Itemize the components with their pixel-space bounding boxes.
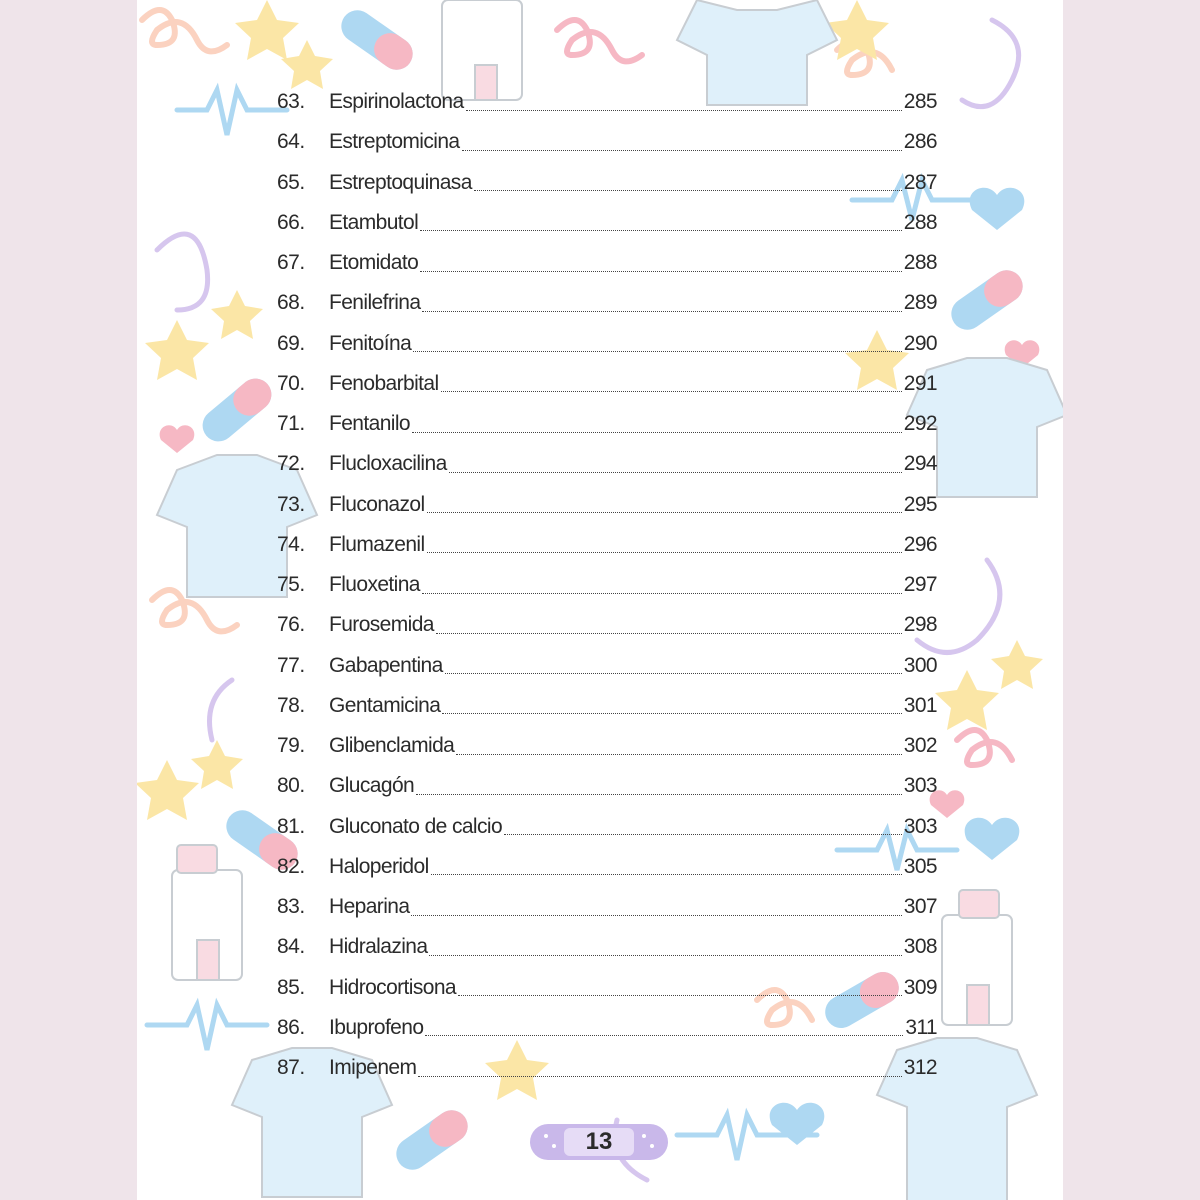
entry-page-number: 301 (903, 693, 937, 717)
toc-entry[interactable] (277, 324, 937, 364)
entry-page-number: 290 (903, 331, 937, 355)
toc-entry[interactable] (277, 807, 937, 847)
entry-page-number: 287 (903, 170, 937, 194)
entry-title: Estreptomicina (329, 130, 460, 154)
star-icon (235, 0, 299, 60)
entry-number: 74. (277, 532, 305, 556)
entry-title: Fentanilo (329, 412, 410, 436)
dot-leader (420, 214, 902, 231)
swirl-icon (957, 730, 1012, 765)
entry-title: Fluoxetina (329, 573, 420, 597)
dot-leader (436, 617, 902, 634)
heartbeat-icon (177, 90, 287, 135)
entry-number: 75. (277, 573, 305, 597)
entry-number: 68. (277, 291, 305, 315)
entry-number: 64. (277, 130, 305, 154)
dot-leader (442, 697, 901, 714)
entry-title: Hidralazina (329, 935, 428, 959)
toc-entry[interactable] (277, 887, 937, 927)
entry-page-number: 285 (903, 90, 937, 114)
entry-page-number: 303 (903, 814, 937, 838)
entry-page-number: 288 (903, 210, 937, 234)
star-icon (137, 760, 199, 820)
dot-leader (445, 657, 902, 674)
entry-title: Flucloxacilina (329, 452, 447, 476)
entry-title: Ibuprofeno (329, 1015, 424, 1039)
toc-entry[interactable] (277, 283, 937, 323)
entry-number: 85. (277, 975, 305, 999)
entry-number: 72. (277, 452, 305, 476)
pill-icon (335, 4, 419, 76)
heart-icon (965, 818, 1020, 860)
dot-leader (449, 456, 902, 473)
entry-title: Fenobarbital (329, 371, 439, 395)
table-of-contents (277, 82, 937, 1088)
dot-leader (431, 858, 902, 875)
page-number: 13 (585, 1128, 613, 1155)
star-icon (935, 670, 999, 730)
entry-number: 76. (277, 613, 305, 637)
dot-leader (458, 979, 902, 996)
entry-title: Imipenem (329, 1056, 417, 1080)
swirl-icon (557, 20, 642, 61)
entry-page-number: 292 (903, 412, 937, 436)
entry-number: 73. (277, 492, 305, 516)
entry-number: 71. (277, 412, 305, 436)
entry-title: Espirinolactona (329, 90, 464, 114)
dot-leader (411, 899, 901, 916)
entry-page-number: 303 (903, 774, 937, 798)
entry-page-number: 294 (903, 452, 937, 476)
heart-icon (770, 1103, 825, 1145)
entry-page-number: 286 (903, 130, 937, 154)
entry-number: 87. (277, 1056, 305, 1080)
toc-entry[interactable] (277, 364, 937, 404)
entry-title: Fluconazol (329, 492, 425, 516)
toc-entry[interactable] (277, 847, 937, 887)
entry-title: Heparina (329, 895, 410, 919)
entry-page-number: 288 (903, 251, 937, 275)
entry-number: 84. (277, 935, 305, 959)
toc-entry[interactable] (277, 686, 937, 726)
dot-leader (462, 134, 902, 151)
dot-leader (425, 1019, 903, 1036)
dot-leader (504, 818, 902, 835)
star-icon (991, 640, 1043, 689)
entry-title: Flumazenil (329, 532, 425, 556)
toc-entry[interactable] (277, 927, 937, 967)
dot-leader (474, 174, 902, 191)
pill-icon (196, 372, 278, 448)
toc-entry[interactable] (277, 605, 937, 645)
heartbeat-icon (147, 1005, 267, 1050)
pill-icon (945, 264, 1029, 336)
entry-number: 81. (277, 814, 305, 838)
heart-icon (160, 425, 195, 453)
toc-entry[interactable] (277, 726, 937, 766)
toc-entry[interactable] (277, 203, 937, 243)
entry-number: 67. (277, 251, 305, 275)
swirl-icon (142, 10, 227, 51)
toc-entry[interactable] (277, 565, 937, 605)
entry-page-number: 296 (903, 532, 937, 556)
entry-page-number: 309 (903, 975, 937, 999)
entry-page-number: 307 (903, 895, 937, 919)
entry-title: Furosemida (329, 613, 434, 637)
toc-entry[interactable] (277, 766, 937, 806)
dot-leader (456, 738, 901, 755)
entry-title: Gentamicina (329, 693, 441, 717)
entry-number: 65. (277, 170, 305, 194)
dot-leader (416, 778, 902, 795)
entry-page-number: 312 (903, 1056, 937, 1080)
entry-page-number: 311 (905, 1015, 937, 1039)
entry-title: Gluconato de calcio (329, 814, 503, 838)
toc-entry[interactable] (277, 82, 937, 122)
entry-number: 66. (277, 210, 305, 234)
entry-title: Glucagón (329, 774, 415, 798)
entry-number: 83. (277, 895, 305, 919)
page-number-badge (530, 1122, 668, 1162)
dot-leader (413, 335, 902, 352)
toc-entry[interactable] (277, 1008, 937, 1048)
dot-leader (429, 939, 901, 956)
toc-entry[interactable] (277, 163, 937, 203)
entry-number: 69. (277, 331, 305, 355)
entry-title: Glibenclamida (329, 734, 455, 758)
dot-leader (427, 496, 902, 513)
star-icon (211, 290, 263, 339)
entry-title: Hidrocortisona (329, 975, 456, 999)
entry-number: 78. (277, 693, 305, 717)
entry-page-number: 308 (903, 935, 937, 959)
entry-number: 63. (277, 90, 305, 114)
entry-title: Gabapentina (329, 653, 443, 677)
toc-entry[interactable] (277, 122, 937, 162)
dot-leader (422, 577, 902, 594)
toc-entry[interactable] (277, 1048, 937, 1088)
entry-title: Estreptoquinasa (329, 170, 472, 194)
toc-entry[interactable] (277, 444, 937, 484)
dot-leader (412, 416, 902, 433)
dot-leader (466, 94, 902, 111)
entry-title: Etambutol (329, 210, 419, 234)
toc-entry[interactable] (277, 646, 937, 686)
entry-page-number: 300 (903, 653, 937, 677)
toc-entry[interactable] (277, 243, 937, 283)
toc-entry[interactable] (277, 485, 937, 525)
entry-page-number: 289 (903, 291, 937, 315)
toc-entry[interactable] (277, 968, 937, 1008)
entry-page-number: 295 (903, 492, 937, 516)
entry-number: 86. (277, 1015, 305, 1039)
dot-leader (422, 295, 901, 312)
entry-page-number: 305 (903, 854, 937, 878)
entry-number: 70. (277, 371, 305, 395)
dot-leader (441, 375, 902, 392)
entry-page-number: 291 (903, 371, 937, 395)
entry-number: 79. (277, 734, 305, 758)
entry-page-number: 298 (903, 613, 937, 637)
toc-entry[interactable] (277, 404, 937, 444)
dot-leader (418, 1060, 901, 1077)
star-icon (191, 740, 243, 789)
entry-number: 82. (277, 854, 305, 878)
entry-number: 80. (277, 774, 305, 798)
dot-leader (420, 255, 902, 272)
dot-leader (427, 536, 902, 553)
star-icon (145, 320, 209, 380)
entry-title: Etomidato (329, 251, 419, 275)
pill-icon (390, 1104, 474, 1176)
entry-title: Fenitoína (329, 331, 412, 355)
entry-page-number: 302 (903, 734, 937, 758)
entry-number: 77. (277, 653, 305, 677)
heart-icon (970, 188, 1025, 230)
toc-entry[interactable] (277, 525, 937, 565)
document-page (137, 0, 1063, 1200)
entry-title: Haloperidol (329, 854, 429, 878)
entry-title: Fenilefrina (329, 291, 421, 315)
entry-page-number: 297 (903, 573, 937, 597)
